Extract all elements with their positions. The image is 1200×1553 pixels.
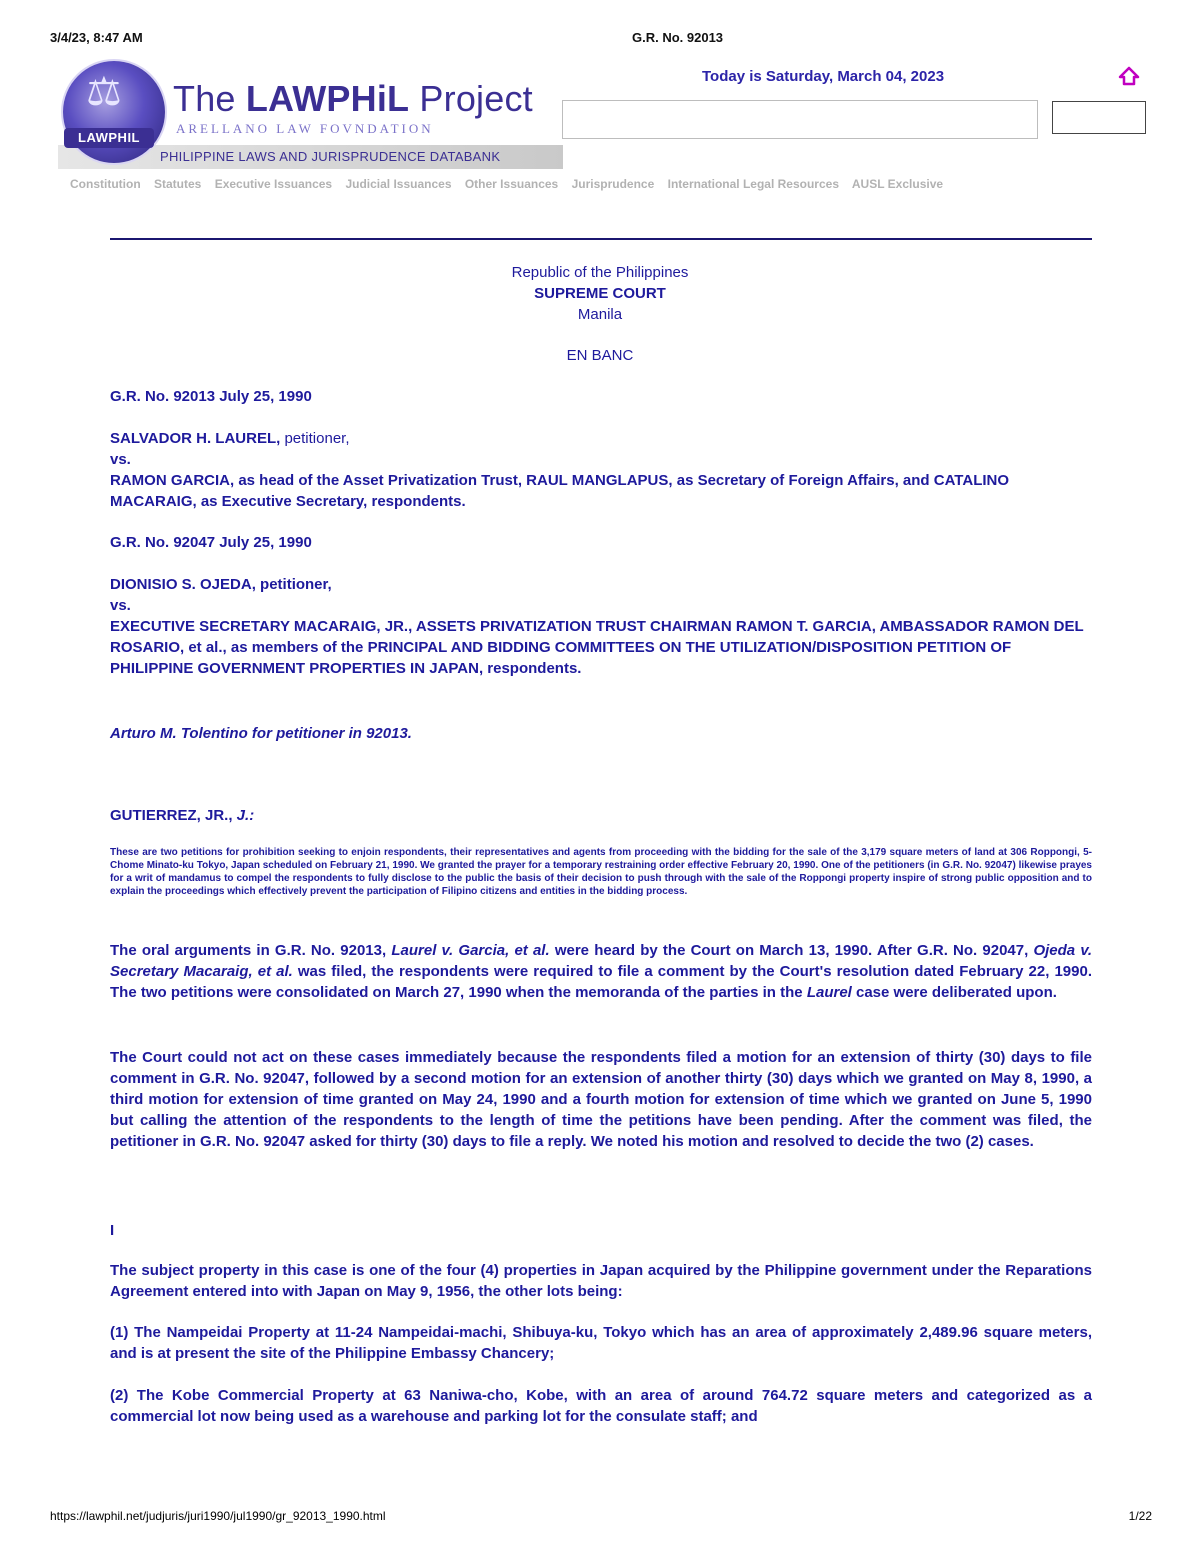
nav-jurisprudence[interactable]: Jurisprudence [571,177,655,191]
case1-number: G.R. No. 92013 July 25, 1990 [110,388,312,405]
nav-statutes[interactable]: Statutes [154,177,202,191]
paragraph-oral-arguments: The oral arguments in G.R. No. 92013, Laurel v. Garcia, et al. were heard by the Court on March 13, 1990. After G.R. No. 92047, Ojeda v. Secretary Macaraig, et al. was filed, the respondents were required to file a comment by the Court's resolution dated February 22, 1990. The two petitions were consolidated on March 27, 1990 when the memoranda of the parties in the Laurel case were deliberated upon. [110,942,1092,1001]
doc-division: EN BANC [566,347,634,364]
case1-vs: vs. [110,451,131,468]
ponente: GUTIERREZ, JR., J.: [110,807,255,824]
case2-petitioner: DIONISIO S. OJEDA, petitioner, [110,576,332,593]
section-heading: I [110,1222,115,1239]
case1-respondents: RAMON GARCIA, as head of the Asset Privatization Trust, RAUL MANGLAPUS, as Secretary of Foreign Affairs, and CATALINO MACARAIG, as Executive Secretary, respondents. [110,472,1010,510]
search-button[interactable] [1052,101,1146,134]
nav-international-legal-resources[interactable]: International Legal Resources [667,177,839,191]
lawphil-logo[interactable] [58,58,563,170]
doc-republic: Republic of the Philippines [511,264,689,281]
nav-constitution[interactable]: Constitution [70,177,141,191]
logo-title: The LAWPHiL Project [173,78,533,119]
intro-paragraph: These are two petitions for prohibition seeking to enjoin respondents, their representatives and agents from proceeding with the bidding for the sale of the 3,179 square meters of land at 306 Roppongi, 5-Chome Minato-ku Tokyo, Japan scheduled on February 21, 1990. We granted the prayer for a temporary restraining order effective February 20, 1990. One of the petitioners (in G.R. No. 92047) likewise prayes for a writ of mandamus to compel the respondents to fully disclose to the public the basis of their decision to push through with the sale of the Roppongi property inspire of strong public opposition and to explain the proceedings which effectively prevent the participation of Filipino citizens and entities in the bidding process. [110,847,1092,897]
print-datetime: 3/4/23, 8:47 AM [50,30,143,45]
header-divider [110,238,1092,240]
case1-petitioner: SALVADOR H. LAUREL, petitioner, [110,430,350,447]
doc-court: SUPREME COURT [534,285,666,302]
paragraph-nampeidai: (1) The Nampeidai Property at 11-24 Nampeidai-machi, Shibuya-ku, Tokyo which has an area of approximately 2,489.96 square meters, and is at present the site of the Philippine Embassy Chancery; [110,1324,1092,1362]
search-input[interactable] [562,100,1038,139]
nav-other-issuances[interactable]: Other Issuances [464,177,559,191]
nav-ausl-exclusive[interactable]: AUSL Exclusive [851,177,944,191]
doc-city: Manila [577,306,623,323]
case2-respondents: EXECUTIVE SECRETARY MACARAIG, JR., ASSETS PRIVATIZATION TRUST CHAIRMAN RAMON T. GARCIA, AMBASSADOR RAMON DEL ROSARIO, et al., as members of the PRINCIPAL AND BIDDING COMMITTEES ON THE UTILIZATION/DISPOSITION PETITION OF PHILIPPINE GOVERNMENT PROPERTIES IN JAPAN, respondents. [110,618,1084,677]
print-page-number: 1/22 [1128,1509,1152,1523]
logo-subtitle: ARELLANO LAW FOVNDATION [176,121,434,136]
logo-databank-text: PHILIPPINE LAWS AND JURISPRUDENCE DATABANK [160,149,501,164]
counsel-line: Arturo M. Tolentino for petitioner in 92013. [110,725,412,742]
case2-vs: vs. [110,597,131,614]
paragraph-extensions: The Court could not act on these cases immediately because the respondents filed a motion for an extension of thirty (30) days to file comment in G.R. No. 92047, followed by a second motion for an extension of another thirty (30) days which we granted on May 8, 1990, a third motion for extension of time granted on May 24, 1990 and a fourth motion for extension of time which we granted on June 5, 1990 but calling the attention of the respondents to the length of time the petitions have been pending. After the comment was filed, the petitioner in G.R. No. 92047 asked for thirty (30) days to file a reply. We noted his motion and resolved to decide the two (2) cases. [110,1049,1092,1150]
nav-judicial-issuances[interactable]: Judicial Issuances [345,177,452,191]
nav-executive-issuances[interactable]: Executive Issuances [214,177,333,191]
paragraph-subject-property: The subject property in this case is one of the four (4) properties in Japan acquired by the Philippine government under the Reparations Agreement entered into with Japan on May 9, 1956, the other lots being: [110,1262,1092,1300]
today-date: Today is Saturday, March 04, 2023 [702,68,945,85]
home-icon[interactable] [1118,66,1140,86]
case2-number: G.R. No. 92047 July 25, 1990 [110,534,312,551]
main-nav [70,177,953,191]
logo-badge: LAWPHIL [64,128,154,148]
scales-of-justice-icon: ⚖ [86,70,122,114]
print-url: https://lawphil.net/judjuris/juri1990/jul1990/gr_92013_1990.html [50,1509,386,1523]
paragraph-kobe: (2) The Kobe Commercial Property at 63 Naniwa-cho, Kobe, with an area of around 764.72 square meters and categorized as a commercial lot now being used as a warehouse and parking lot for the consulate staff; and [110,1387,1092,1425]
print-title: G.R. No. 92013 [632,30,724,45]
